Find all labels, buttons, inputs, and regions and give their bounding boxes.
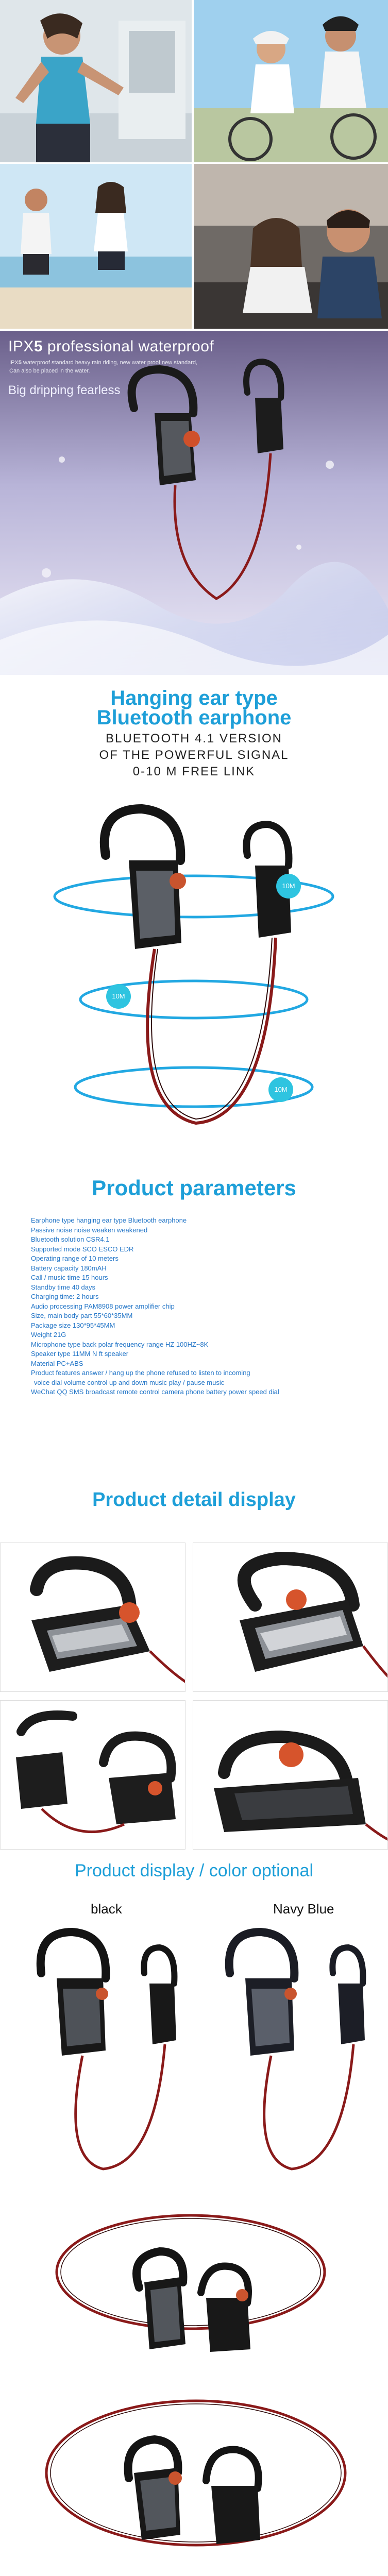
param-line: Earphone type hanging ear type Bluetooth earphone: [31, 1216, 187, 1224]
detail-photo-2: [193, 1543, 388, 1692]
hanging-line-1: BLUETOOTH 4.1 VERSION: [106, 732, 282, 745]
banner-subtitle-lead: IPX: [9, 360, 19, 366]
param-line: Material PC+ABS: [31, 1359, 83, 1367]
param-line: Passive noise noise weaken weakened: [31, 1226, 148, 1234]
param-line: Standby time 40 days: [31, 1283, 96, 1291]
param-line: WeChat QQ SMS broadcast remote control camera phone battery power speed dial: [31, 1388, 279, 1396]
ring-label-2: 10M: [112, 992, 125, 1000]
param-line: Weight 21G: [31, 1331, 66, 1338]
waterproof-banner: [0, 331, 388, 675]
banner-subtitle-number: 5: [18, 360, 22, 366]
detail-photo-1: [0, 1543, 185, 1692]
range-illustration: [0, 788, 388, 1144]
ring-label-3: 10M: [274, 1086, 288, 1093]
param-line: Charging time: 2 hours: [31, 1293, 99, 1300]
banner-tagline: Big dripping fearless: [8, 383, 121, 397]
params-list: [31, 1216, 381, 1397]
hanging-subtext: [0, 731, 388, 780]
banner-subtitle: [9, 359, 197, 375]
detail-photo-4: [193, 1700, 388, 1850]
param-line: Speaker type 11MM N ft speaker: [31, 1350, 129, 1358]
param-line: Product features answer / hang up the phone refused to listen to incoming: [31, 1369, 250, 1377]
banner-title-rest: professional waterproof: [47, 338, 214, 355]
banner-title: [8, 338, 214, 355]
params-heading: Product parameters: [92, 1176, 296, 1200]
hanging-line-3: 0-10 M FREE LINK: [132, 765, 256, 778]
hanging-heading: [0, 688, 388, 727]
param-line: Supported mode SCO ESCO EDR: [31, 1245, 134, 1253]
param-line: Microphone type back polar frequency range HZ 100HZ~8K: [31, 1340, 209, 1348]
color-option-black: black: [91, 1901, 122, 1917]
lifestyle-photo-treadmill: [0, 0, 192, 162]
param-line: Call / music time 15 hours: [31, 1274, 108, 1281]
ring-label-1: 10M: [282, 882, 295, 890]
color-photo-black: [0, 1917, 194, 2184]
coiled-earphone-photo-2: [0, 2370, 388, 2566]
banner-subtitle-line1: waterproof standard heavy rain riding, new water proof new standard,: [23, 360, 198, 366]
hanging-heading-line2: Bluetooth earphone: [96, 706, 292, 729]
hanging-heading-line1: Hanging ear type: [110, 687, 278, 709]
lifestyle-photo-beach-run: [0, 164, 192, 329]
detail-heading: Product detail display: [92, 1489, 296, 1511]
lifestyle-photo-cycling: [194, 0, 388, 162]
banner-subtitle-line2: Can also be placed in the water.: [9, 368, 90, 374]
param-line: Bluetooth solution CSR4.1: [31, 1235, 110, 1243]
param-line: Size, main body part 55*60*35MM: [31, 1312, 133, 1319]
lifestyle-photo-car-couple: [194, 164, 388, 329]
param-line: voice dial volume control up and down music play / pause music: [34, 1378, 225, 1386]
hanging-line-2: OF THE POWERFUL SIGNAL: [99, 748, 289, 762]
color-option-navy-blue: Navy Blue: [273, 1901, 334, 1917]
param-line: Package size 130*95*45MM: [31, 1321, 115, 1329]
detail-photo-3: [0, 1700, 185, 1850]
param-line: Audio processing PAM8908 power amplifier chip: [31, 1302, 175, 1310]
param-line: Battery capacity 180mAH: [31, 1264, 107, 1272]
colors-heading: Product display / color optional: [74, 1861, 314, 1880]
banner-title-lead: IPX: [8, 338, 34, 355]
color-photo-navy-blue: [194, 1917, 388, 2184]
coiled-earphone-photo-1: [0, 2190, 388, 2360]
param-line: Operating range of 10 meters: [31, 1255, 119, 1262]
banner-title-number: 5: [33, 338, 43, 355]
